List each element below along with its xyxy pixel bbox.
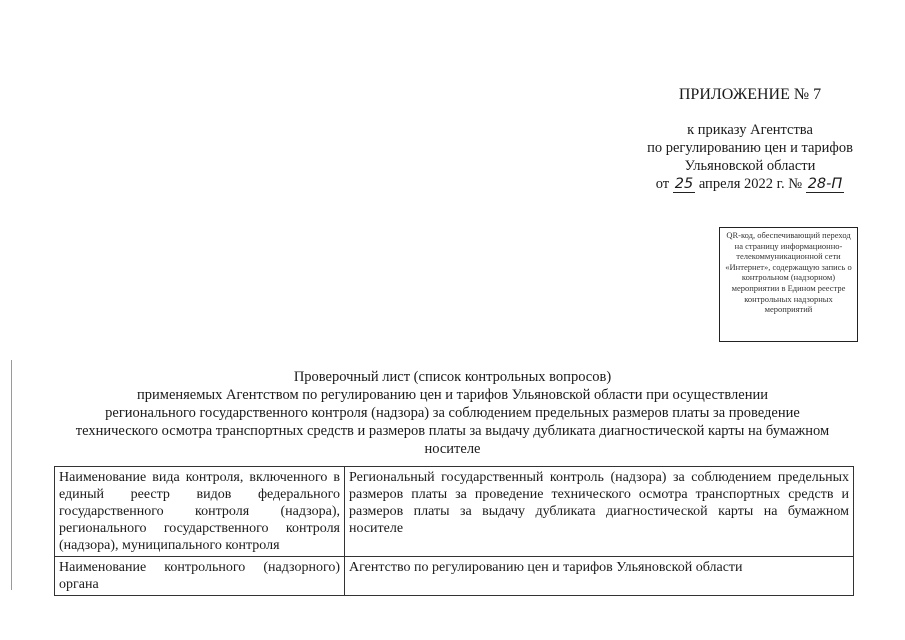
- appendix-line-1: к приказу Агентства: [687, 122, 813, 138]
- control-type-label: Наименование вида контроля, включенного в единый реестр видов федерального государственного контроля (надзора), регионального государственного контроля (надзора), муниципального контроля: [55, 467, 345, 557]
- appendix-date-line: [610, 175, 890, 193]
- date-prefix: от: [655, 176, 670, 192]
- qr-code-placeholder: QR-код, обеспечивающий переход на страницу информационно-телекоммуникационной сети «Интернет», содержащую запись о контрольном (надзорном) мероприятии в Едином реестре контрольных надзорных мероприятий: [719, 227, 858, 342]
- heading-line-5: носителе: [424, 441, 481, 457]
- scan-edge-mark: [11, 360, 12, 590]
- heading-line-2: применяемых Агентством по регулированию цен и тарифов Ульяновской области при осуществлении: [137, 387, 768, 403]
- handwritten-number: 28-П: [807, 176, 843, 192]
- appendix-line-2: по регулированию цен и тарифов: [647, 140, 853, 156]
- table-row: [55, 467, 854, 557]
- appendix-title: ПРИЛОЖЕНИЕ № 7: [678, 86, 822, 103]
- appendix-line-3: Ульяновской области: [684, 158, 816, 174]
- table-row: [55, 557, 854, 596]
- handwritten-day: 25: [674, 176, 694, 192]
- control-info-table: [54, 466, 854, 596]
- heading-line-3: регионального государственного контроля (надзора) за соблюдением предельных размеров платы за проведение: [105, 405, 800, 421]
- control-type-value: Региональный государственный контроль (надзора) за соблюдением предельных размеров платы за проведение технического осмотра транспортных средств и размеров платы за выдачу дубликата диагностической карты на бумажном носителе: [345, 467, 854, 557]
- checklist-heading: [50, 368, 855, 458]
- heading-line-4: технического осмотра транспортных средств и размеров платы за выдачу дубликата диагностической карты на бумажном: [75, 423, 830, 439]
- authority-label: Наименование контрольного (надзорного) органа: [55, 557, 345, 596]
- appendix-reference: [610, 121, 890, 193]
- date-middle: апреля 2022 г. №: [698, 176, 803, 192]
- heading-line-1: Проверочный лист (список контрольных вопросов): [293, 369, 612, 385]
- authority-value: Агентство по регулированию цен и тарифов Ульяновской области: [345, 557, 854, 596]
